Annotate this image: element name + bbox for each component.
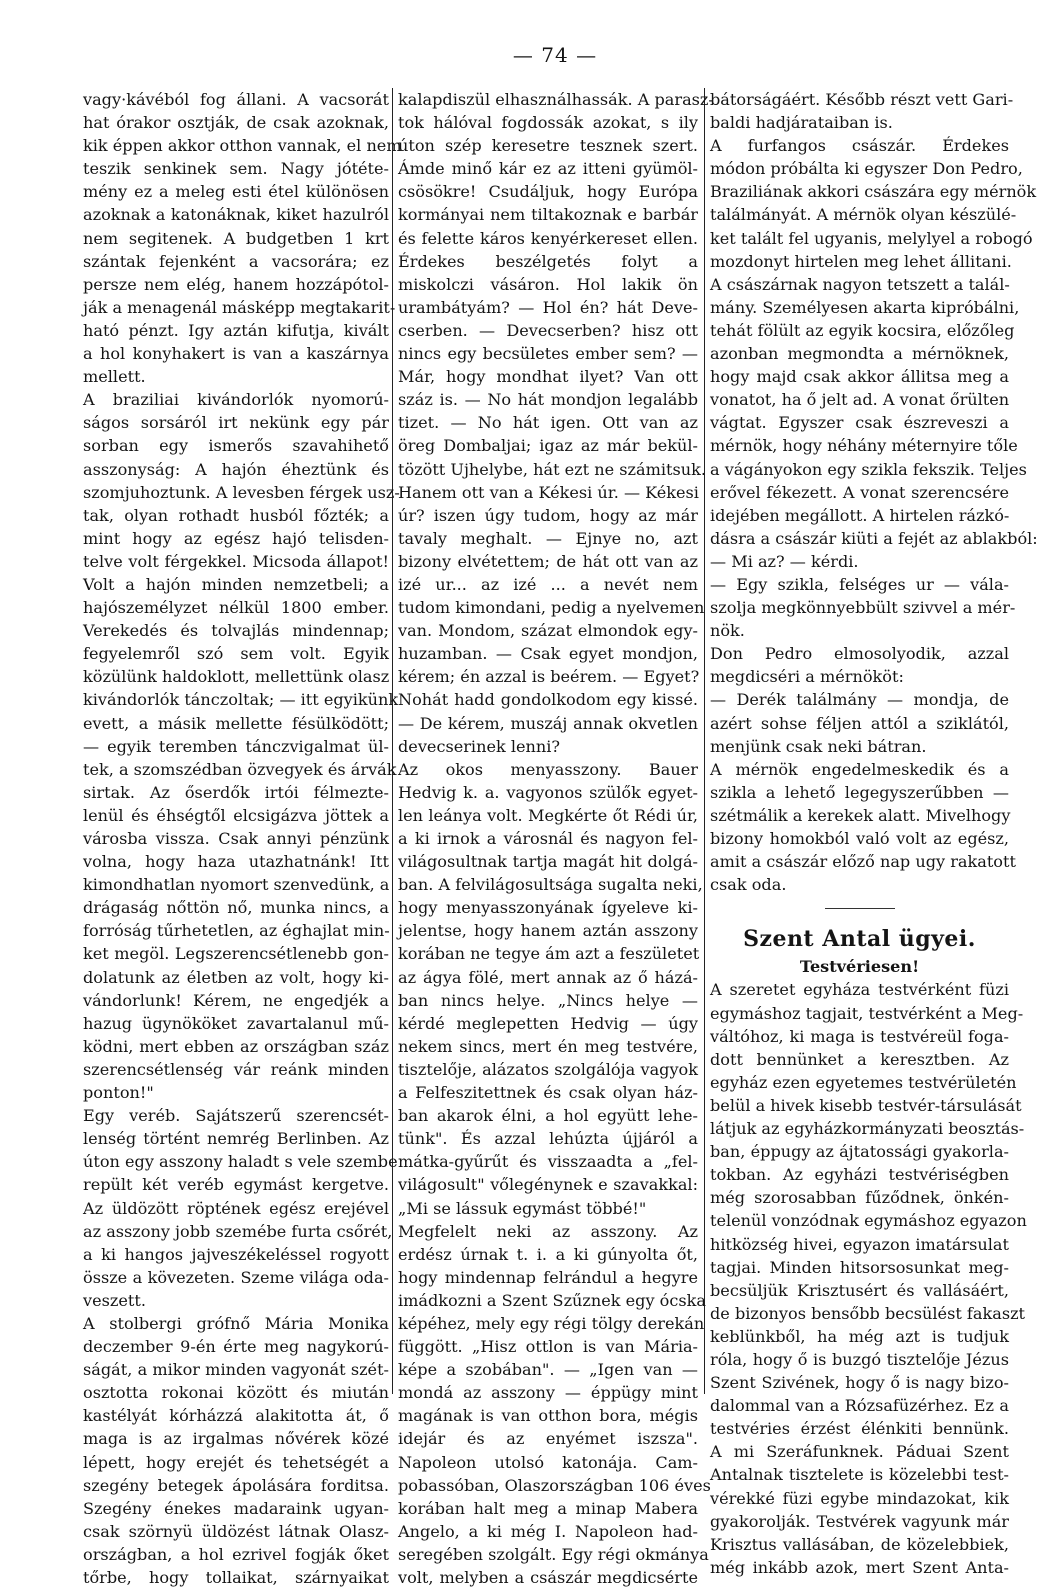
text-line: cserben. — Devecserben? hisz ott [398, 320, 698, 340]
text-line: vérekké füzi egybe mindazokat, kik [710, 1488, 1009, 1508]
text-line: országban, a hol ezrivel fogják őket [83, 1544, 389, 1564]
text-line: az asszony jobb szemébe furta csőrét, [83, 1221, 393, 1241]
text-line: tavaly meghalt. — Ejnye no, azt [398, 528, 698, 548]
text-line: azért sohse féljen attól a sziklától, [710, 713, 1009, 733]
text-line: keblünkből, ha még azt is tudjuk [710, 1326, 1009, 1346]
text-line: Braziliának akkori császára egy mérnök [710, 182, 1037, 202]
text-line: urambátyám? — Hol én? hát Deve- [398, 297, 698, 317]
text-line: mondá az asszony — éppügy mint [398, 1383, 698, 1403]
text-column-left [83, 88, 402, 1587]
text-line: vágtat. Egyszer csak észreveszi a [710, 413, 1009, 433]
text-line: képéhez, mely egy régi tölgy derekán [398, 1313, 705, 1333]
text-line: izé ur... az izé ... a nevét nem [398, 574, 698, 594]
text-line: A furfangos császár. Érdekes [710, 136, 1009, 156]
text-line: A mérnök engedelmeskedik és a [710, 759, 1009, 779]
text-line: van. Mondom, százat elmondok egy- [398, 621, 698, 641]
text-line: szikla a lehető legegyszerűbben — [710, 782, 1009, 802]
text-line: csak szörnyü üldözést látnak Olasz- [83, 1521, 389, 1541]
text-line: pobassóban, Olaszországban 106 éves [398, 1475, 711, 1495]
text-line: Az okos menyasszony. Bauer [398, 759, 698, 779]
text-line: azonban megmondta a mérnöknek, [710, 344, 1009, 364]
text-line: kimondhatlan nyomort szenvedünk, a [83, 875, 390, 895]
text-line: Szent Szivének, hogy ő is nagy bizo- [710, 1373, 1009, 1393]
text-line: mint hogy az egész hajó telisden- [83, 528, 389, 548]
text-line: hogy menyasszonyának ígyeleve ki- [398, 898, 698, 918]
section-subheading: Testvériesen! [799, 957, 920, 977]
text-line: menjünk csak neki bátran. [710, 736, 927, 756]
text-line: huzamban. — Csak egyet mondjon, [398, 644, 698, 664]
text-line: ban nincs helye. „Nincs helye — [398, 990, 698, 1010]
text-line: bizony homokból való volt az egész, [710, 829, 1009, 848]
text-line: imádkozni a Szent Szűznek egy ócska [398, 1290, 706, 1310]
text-line: telenül vonzódnak egymáshoz egyazon [710, 1211, 1027, 1231]
text-line: egymáshoz tagjait, testvérként a Meg- [710, 1003, 1024, 1023]
text-line: jelentse, hogy hanem aztán asszony [398, 921, 698, 941]
text-line: még szorosabban fűződnek, önkén- [710, 1188, 1009, 1208]
text-line: világosult" vőlegénynek e szavakkal: [398, 1175, 698, 1195]
text-line: dolatunk az életben az volt, hogy ki- [83, 967, 389, 987]
text-line: korában halt meg a minap Mabera [398, 1498, 698, 1518]
text-line: nincs egy becsületes ember sem? — [398, 344, 698, 364]
text-line: tek, a szomszédban özvegyek és árvák [83, 759, 397, 779]
text-line: ket talált fel ugyanis, melylyel a robogó [710, 228, 1033, 248]
text-line: róla, hogy ő is buzgó tisztelője Jézus [710, 1349, 1009, 1369]
text-line: mény ez a meleg esti étel különösen [83, 182, 389, 202]
text-line: osztotta rokonai között és miután [83, 1383, 389, 1403]
text-line: Volt a hajón minden nemzetbeli; a [83, 574, 389, 594]
text-line: hogy majd csak akkor állitsa meg a [710, 367, 1009, 387]
text-line: gyakorolják. Testvérek vagyunk már [710, 1511, 1009, 1531]
text-line: sirtak. Az őserdők irtói félmezte- [83, 782, 389, 802]
text-line: úton szép keresetre tesznek szert. [398, 136, 698, 156]
text-line: idejében megállott. A hirtelen rázkó- [710, 505, 1010, 525]
text-line: váltóhoz, ki maga is testvéreül foga- [710, 1026, 1009, 1046]
text-line: magának is van otthon bora, mégis [398, 1406, 698, 1426]
text-line: — De kérem, muszáj annak okvetlen [398, 713, 698, 733]
text-line: közülünk haldoklott, mellettünk olasz [83, 667, 390, 687]
text-line: miskolczi vásáron. Hol lakik ön [398, 274, 698, 294]
text-column-middle [398, 88, 714, 1587]
text-line: — Derék találmány — mondja, de [710, 690, 1009, 710]
text-line: tudom kimondani, pedig a nyelvemen [398, 598, 705, 618]
text-line: erővel fékezett. A vonat szerencsére [710, 482, 1009, 502]
text-line: Megfelelt neki az asszony. Az [398, 1221, 698, 1241]
text-line: Nohát hadd gondolkodom egy kissé. [398, 690, 698, 710]
text-line: és felette káros kenyérkereset ellen. [398, 228, 698, 248]
text-line: tőrbe, hogy tollaikat, szárnyaikat [83, 1568, 389, 1587]
text-line: ködni, mert ebben az országban száz [83, 1036, 389, 1056]
text-line: kalapdiszül elhasználhassák. A parasz- [398, 90, 714, 109]
text-line: úr? iszen úgy tudom, hogy az már [398, 505, 698, 525]
text-line: ponton!" [83, 1083, 154, 1103]
text-line: tözött Ujhelybe, hát ezt ne számitsuk. [398, 459, 706, 479]
text-line: testvéries érzést élénkiti bennünk. [710, 1419, 1009, 1439]
text-line: Napoleon utolsó katonája. Cam- [398, 1452, 698, 1472]
text-line: össze a kövezeten. Szeme világa oda- [83, 1267, 389, 1287]
text-line: mérnök, hogy néhány méternyire tőle [710, 436, 1018, 456]
text-line: repült két veréb egymást kergetve. [83, 1175, 389, 1195]
text-line: Krisztus vallásában, de közelebbiek, [710, 1534, 1009, 1554]
text-line: ban, éppugy az ájtatossági gyakorla- [710, 1142, 1009, 1162]
text-line: ható pénzt. Igy aztán kifutja, kivált [83, 320, 389, 340]
text-line: a hol konyhakert is van a kaszárnya [83, 344, 389, 364]
text-line: egyház ezen egyetemes testvérületén [710, 1072, 1017, 1092]
text-line: lépett, hogy erejét és tehetségét a [83, 1452, 389, 1472]
text-line: szegény betegek ápolására forditsa. [83, 1475, 389, 1495]
text-line: szolja megkönnyebbült szivvel a mér- [710, 598, 1016, 618]
text-line: maga is az irgalmas nővérek közé [83, 1429, 389, 1449]
text-line: A szeretet egyháza testvérként füzi [710, 980, 1009, 1000]
text-line: hazug ügynököket zavartalanul mű- [83, 1013, 389, 1033]
text-line: szántak fejenként a vacsorára; ez [83, 251, 389, 271]
text-line: kérdé meglepetten Hedvig — úgy [398, 1013, 698, 1033]
text-line: csösökre! Csudáljuk, hogy Európa [398, 182, 698, 202]
text-line: száz is. — No hát mondjon legalább [398, 390, 698, 410]
text-line: megdicséri a mérnököt: [710, 667, 904, 687]
text-line: látjuk az egyházkormányzati beosztás- [710, 1119, 1025, 1139]
text-line: mozdonyt hirtelen meg lehet állitani. [710, 251, 1012, 271]
text-line: a ki hangos jajveszékeléssel rogyott [83, 1244, 389, 1264]
text-line: a Felfeszitettnek és csak olyan ház- [398, 1083, 698, 1103]
text-line: lenül és éhségtől elcsigázva jöttek a [83, 805, 389, 825]
text-line: hajószemélyzet nélkül 1800 ember. [83, 598, 389, 618]
text-line: A braziliai kivándorlók nyomorú- [83, 390, 389, 410]
text-line: öreg Dombaljai; igaz az már bekül- [398, 436, 698, 456]
text-line: Ámde minő kár ez az itteni gyümöl- [398, 159, 698, 179]
text-line: volna, hogy haza utazhatnánk! Itt [83, 852, 389, 872]
text-line: belül a hivek kisebb testvér-társulását [710, 1095, 1022, 1115]
text-line: úton egy asszony haladt s vele szembe [83, 1152, 398, 1172]
text-line: ban. A felvilágosultsága sugalta neki, [398, 875, 703, 895]
text-line: Szegény énekes madaraink ugyan- [83, 1498, 389, 1518]
text-line: módon próbálta ki egyszer Don Pedro, [710, 159, 1023, 179]
text-line: városba vissza. Csak annyi pénzünk [83, 829, 389, 848]
text-line: szétmálik a kerekek alatt. Mivelhogy [710, 805, 1011, 825]
column-divider [704, 88, 705, 1394]
text-line: seregében szolgált. Egy régi okmánya [398, 1544, 709, 1564]
text-line: A császárnak nagyon tetszett a talál- [710, 274, 1010, 294]
text-line: Érdekes beszélgetés folyt a [398, 251, 698, 271]
text-line: fegyelemről szó sem volt. Egyik [83, 644, 389, 664]
text-line: kastélyát kórházzá alakitotta át, ő [83, 1406, 389, 1426]
text-line: asszonyság: A hajón éheztünk és [83, 459, 389, 479]
text-line: becsüljük Krisztusért és vallásáért, [710, 1280, 1009, 1300]
text-line: amit a császár előző nap ugy rakatott [710, 852, 1016, 872]
text-line: idejár és az enyémet iszsza". [398, 1429, 698, 1449]
text-line: mány. Személyesen akarta kipróbálni, [710, 297, 1020, 317]
text-line: hogy mindennap felrándul a hegyre [398, 1267, 698, 1287]
text-line: kérem; én azzal is beérem. — Egyet? [398, 667, 700, 687]
text-line: — Mi az? — kérdi. [710, 551, 859, 571]
separator-rule [710, 896, 1009, 919]
text-line: Hanem ott van a Kékesi úr. — Kékesi [398, 482, 699, 502]
text-line: tünk". És azzal lehúzta újjáról a [398, 1129, 698, 1149]
text-line: a vágányokon egy szikla fekszik. Teljes [710, 459, 1027, 479]
text-line: bátorságáért. Később részt vett Gari- [710, 90, 1014, 109]
text-line: nök. [710, 621, 745, 641]
text-line: veszett. [83, 1290, 146, 1310]
text-line: tagjai. Minden hitsorsosunkat meg- [710, 1257, 1009, 1277]
text-line: kivándorlók tánczoltak; — itt egyikünk [83, 690, 399, 710]
text-line: Már, hogy mondhat ilyet? Van ott [398, 367, 698, 387]
text-line: ják a menagenál másképp megtakarit- [83, 297, 396, 317]
text-line: Antalnak tisztelete is közelebbi test- [710, 1465, 1009, 1485]
text-line: lenség történt nemrég Berlinben. Az [83, 1129, 389, 1149]
text-line: világosultnak tartja magát hit dolgá- [398, 852, 698, 872]
text-line: dásra a császár kiüti a fejét az ablakból: [710, 528, 1038, 548]
text-line: sorban egy ismerős szavahihető [83, 436, 389, 456]
text-line: függött. „Hisz ottlon is van Mária- [398, 1337, 698, 1357]
text-line: tok hálóval fogdossák azokat, s ily [398, 113, 698, 133]
text-line: de bizonyos bensőbb becsülést fakaszt [710, 1303, 1026, 1323]
text-line: teszik senkinek sem. Nagy jótéte- [83, 159, 389, 179]
column-divider [392, 88, 393, 1394]
text-line: A stolbergi grófnő Mária Monika [83, 1313, 389, 1333]
text-line: még inkább azok, mert Szent Anta- [710, 1557, 1009, 1577]
text-line: hat órakor osztják, de csak azoknak, [83, 113, 389, 133]
text-line: tisztelője, alázatos szolgálója vagyok [398, 1059, 698, 1079]
text-line: drágaság nőttön nő, munka nincs, a [83, 898, 389, 918]
text-line: dalommal van a Rózsafüzérhez. Ez a [710, 1396, 1009, 1416]
text-line: mátka-gyűrűt és visszaadta a „fel- [398, 1152, 698, 1172]
text-line: szerencsétlenség vár reánk minden [83, 1059, 389, 1079]
text-line: találmányát. A mérnök olyan készülé- [710, 205, 1017, 225]
text-line: ban akarok élni, a hol együtt lehe- [398, 1106, 698, 1126]
text-line: tizet. — No hát igen. Ott van az [398, 413, 698, 433]
text-line: Egy veréb. Sajátszerű szerencsét- [83, 1106, 389, 1126]
text-line: kik éppen akkor otthon vannak, el nem [83, 136, 402, 156]
text-line: — Egy szikla, felséges ur — vála- [710, 574, 1009, 594]
text-line: telve volt férgekkel. Micsoda állapot! [83, 551, 389, 571]
text-line: Az üldözött röptének egész erejével [83, 1198, 389, 1218]
text-line: „Mi se lássuk egymást többé!" [398, 1198, 647, 1218]
text-line: devecserinek lenni? [398, 736, 561, 756]
text-line: tak, olyan rothadt husból főzték; a [83, 505, 389, 525]
text-line: persze nem elég, hanem hozzápótol- [83, 274, 389, 294]
text-line: az ágya fölé, mert annak az ő házá- [398, 967, 698, 987]
text-line: ket megöl. Legszerencsétlenebb gon- [83, 944, 389, 964]
text-line: volt, melyben a császár megdicsérte [398, 1568, 698, 1587]
text-line: kormányai nem tiltakoznak e barbár [398, 205, 698, 225]
text-line: nekem sincs, mert én meg testvére, [398, 1036, 698, 1056]
text-line: azoknak a katonáknak, kiket hazulról [83, 205, 389, 225]
text-line: nem segitenek. A budgetben 1 krt [83, 228, 389, 248]
text-line: A mi Szeráfunknek. Páduai Szent [710, 1442, 1009, 1462]
text-line: len leánya volt. Megkérte őt Rédi úr, [398, 805, 698, 825]
text-line: ságos sorsáról irt nekünk egy pár [83, 413, 389, 433]
text-line: — egyik teremben tánczvigalmat ül- [83, 736, 389, 756]
text-line: korában ne tegye ám azt a feszületet [398, 944, 700, 964]
text-column-right [710, 88, 1038, 1577]
text-line: Verekedés és tolvajlás mindennap; [83, 621, 389, 641]
text-line: Hedvig k. a. vagyonos szülők egyet- [398, 782, 698, 802]
text-line: a ki irnok a városnál és nagyon fel- [398, 829, 698, 848]
text-line: tokban. Az egyházi testvériségben [710, 1165, 1009, 1185]
text-line: dott bennünket a keresztben. Az [710, 1049, 1009, 1069]
text-line: vándorlunk! Kérem, ne engedjék a [83, 990, 389, 1010]
text-line: mellett. [83, 367, 146, 387]
text-line: csak oda. [710, 875, 787, 895]
section-heading: Szent Antal ügyei. [743, 926, 976, 953]
text-line: baldi hadjárataiban is. [710, 113, 893, 133]
text-line: Angelo, a ki még I. Napoleon had- [398, 1521, 698, 1541]
text-line: evett, a másik mellette fésülködött; [83, 713, 389, 733]
text-line: tehát fölült az egyik kocsira, előzőleg [710, 320, 1015, 340]
text-line: hitközség hivei, egyazon imatársulat [710, 1234, 1009, 1254]
page-number: — 74 — [512, 43, 598, 67]
text-line: bizony elvétettem; de hát ott van az [398, 551, 698, 571]
text-line: erdész úrnak t. i. a ki gúnyolta őt, [398, 1244, 698, 1264]
text-line: vonatot, ha ő jelt ad. A vonat őrülten [710, 390, 1010, 410]
text-line: deczember 9-én érte meg nagykorú- [83, 1337, 389, 1357]
text-line: képe a szobában". — „Igen van — [398, 1360, 698, 1380]
text-line: ságát, a mikor minden vagyonát szét- [83, 1360, 389, 1380]
text-line: szomjuhoztunk. A levesben férgek usz- [83, 482, 400, 502]
text-line: vagy·kávéból fog állani. A vacsorát [83, 90, 389, 109]
text-line: forróság tűrhetetlen, az éghajlat min- [83, 921, 390, 941]
text-line: Don Pedro elmosolyodik, azzal [710, 644, 1009, 664]
